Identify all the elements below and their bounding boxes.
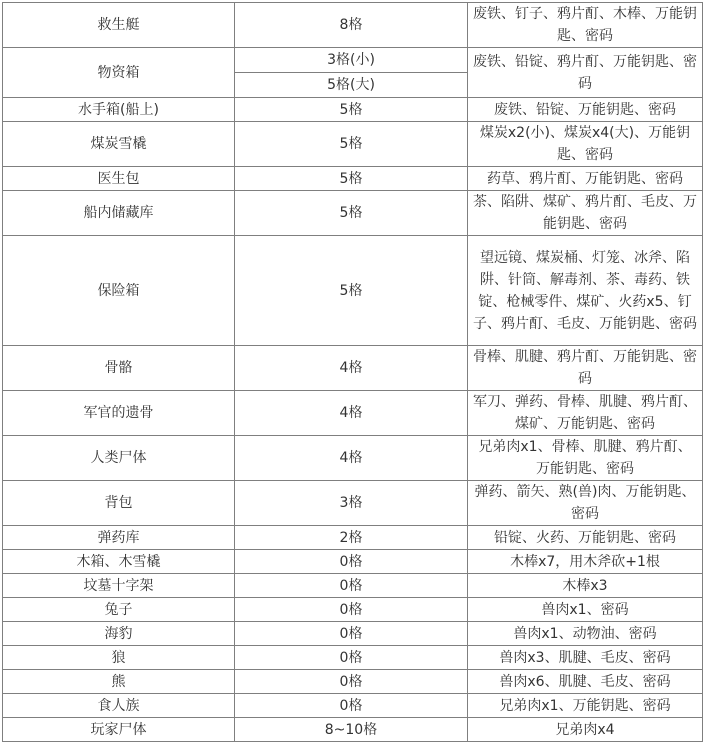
loot-items: 兽肉x6、肌腱、毛皮、密码 <box>468 670 703 694</box>
loot-items: 兽肉x3、肌腱、毛皮、密码 <box>468 646 703 670</box>
slot-count: 3格 <box>235 481 468 526</box>
container-name: 弹药库 <box>3 526 235 550</box>
table-row <box>3 598 703 622</box>
table-row <box>3 526 703 550</box>
table-row <box>3 718 703 742</box>
container-name: 坟墓十字架 <box>3 574 235 598</box>
slot-count: 5格 <box>235 191 468 236</box>
container-name: 船内储藏库 <box>3 191 235 236</box>
loot-items: 望远镜、煤炭桶、灯笼、冰斧、陷阱、针筒、解毒剂、茶、毒药、铁锭、枪械零件、煤矿、火药x5、钉子、鸦片酊、毛皮、万能钥匙、密码 <box>468 236 703 346</box>
container-name: 背包 <box>3 481 235 526</box>
container-name: 海豹 <box>3 622 235 646</box>
slot-count: 0格 <box>235 622 468 646</box>
slot-count: 0格 <box>235 550 468 574</box>
container-name: 兔子 <box>3 598 235 622</box>
container-name: 熊 <box>3 670 235 694</box>
loot-items: 兄弟肉x4 <box>468 718 703 742</box>
slot-count: 0格 <box>235 670 468 694</box>
table-row <box>3 574 703 598</box>
container-name: 骨骼 <box>3 346 235 391</box>
slot-count: 5格 <box>235 98 468 122</box>
container-name: 军官的遗骨 <box>3 391 235 436</box>
table-row <box>3 3 703 48</box>
loot-items: 药草、鸦片酊、万能钥匙、密码 <box>468 167 703 191</box>
table-row <box>3 236 703 346</box>
container-name: 木箱、木雪橇 <box>3 550 235 574</box>
container-name: 食人族 <box>3 694 235 718</box>
loot-items: 废铁、铅锭、鸦片酊、万能钥匙、密码 <box>468 48 703 98</box>
table-row <box>3 191 703 236</box>
slot-count: 4格 <box>235 346 468 391</box>
table-row <box>3 646 703 670</box>
slot-count: 0格 <box>235 598 468 622</box>
loot-items: 兽肉x1、动物油、密码 <box>468 622 703 646</box>
loot-items: 废铁、铅锭、万能钥匙、密码 <box>468 98 703 122</box>
slot-count: 5格 <box>235 122 468 167</box>
table-row <box>3 670 703 694</box>
loot-items: 军刀、弹药、骨棒、肌腱、鸦片酊、煤矿、万能钥匙、密码 <box>468 391 703 436</box>
table-row <box>3 346 703 391</box>
slot-count: 8格 <box>235 3 468 48</box>
loot-items: 骨棒、肌腱、鸦片酊、万能钥匙、密码 <box>468 346 703 391</box>
loot-items: 茶、陷阱、煤矿、鸦片酊、毛皮、万能钥匙、密码 <box>468 191 703 236</box>
slot-count: 4格 <box>235 391 468 436</box>
loot-table <box>2 2 703 742</box>
table-row <box>3 122 703 167</box>
loot-items: 木棒x7，用木斧砍+1根 <box>468 550 703 574</box>
slot-count: 8~10格 <box>235 718 468 742</box>
slot-count: 5格(大) <box>235 73 468 98</box>
table-row <box>3 391 703 436</box>
loot-items: 兽肉x1、密码 <box>468 598 703 622</box>
slot-count: 0格 <box>235 574 468 598</box>
container-name: 玩家尸体 <box>3 718 235 742</box>
loot-items: 煤炭x2(小)、煤炭x4(大)、万能钥匙、密码 <box>468 122 703 167</box>
slot-count: 3格(小) <box>235 48 468 73</box>
container-name: 医生包 <box>3 167 235 191</box>
loot-items: 兄弟肉x1、万能钥匙、密码 <box>468 694 703 718</box>
table-row <box>3 167 703 191</box>
loot-items: 铅锭、火药、万能钥匙、密码 <box>468 526 703 550</box>
slot-count: 0格 <box>235 646 468 670</box>
loot-items: 废铁、钉子、鸦片酊、木棒、万能钥匙、密码 <box>468 3 703 48</box>
loot-items: 弹药、箭矢、熟(兽)肉、万能钥匙、密码 <box>468 481 703 526</box>
container-name: 物资箱 <box>3 48 235 98</box>
table-row <box>3 436 703 481</box>
slot-count: 0格 <box>235 694 468 718</box>
slot-count: 2格 <box>235 526 468 550</box>
slot-count: 5格 <box>235 167 468 191</box>
container-name: 人类尸体 <box>3 436 235 481</box>
table-row <box>3 694 703 718</box>
slot-count: 4格 <box>235 436 468 481</box>
loot-items: 木棒x3 <box>468 574 703 598</box>
table-row <box>3 48 703 73</box>
loot-items: 兄弟肉x1、骨棒、肌腱、鸦片酊、万能钥匙、密码 <box>468 436 703 481</box>
table-row <box>3 550 703 574</box>
table-row <box>3 481 703 526</box>
container-name: 救生艇 <box>3 3 235 48</box>
table-row <box>3 622 703 646</box>
container-name: 煤炭雪橇 <box>3 122 235 167</box>
container-name: 狼 <box>3 646 235 670</box>
slot-count: 5格 <box>235 236 468 346</box>
container-name: 水手箱(船上) <box>3 98 235 122</box>
table-row <box>3 98 703 122</box>
container-name: 保险箱 <box>3 236 235 346</box>
